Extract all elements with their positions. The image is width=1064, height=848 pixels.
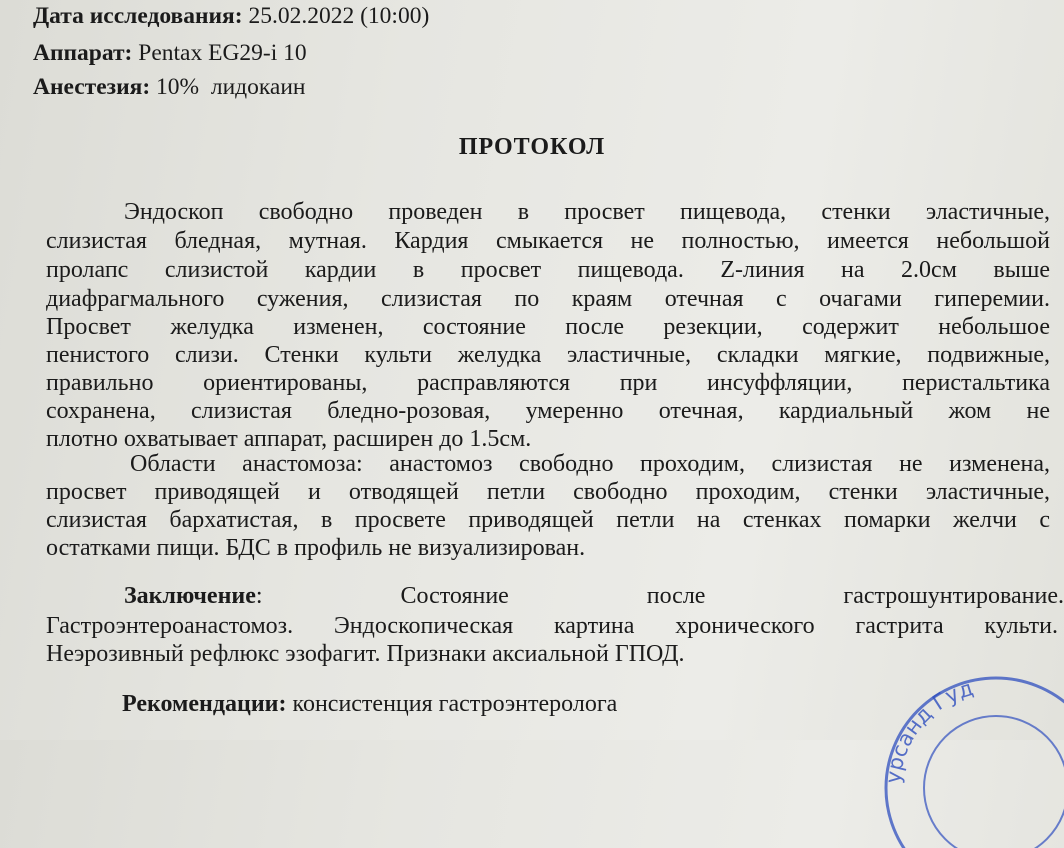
conclusion-word-1: Состояние — [400, 583, 509, 609]
protocol-line-5: Просвет желудка изменен, состояние после резекции, содержит небольшое — [46, 314, 1050, 340]
conclusion-colon: : — [255, 583, 263, 609]
protocol-line-3: пролапс слизистой кардии в просвет пищевода. Z-линия на 2.0см выше — [46, 257, 1050, 283]
conclusion-line-2: Гастроэнтероанастомоз. Эндоскопическая картина хронического гастрита культи. — [46, 613, 1058, 639]
anastomosis-line-3: слизистая бархатистая, в просвете приводящей петли на стенках помарки желчи с — [46, 507, 1050, 533]
recommendations-line — [122, 690, 617, 718]
conclusion-label-group — [124, 582, 263, 610]
anesthesia-label: Анестезия: — [33, 74, 151, 100]
device-value: Pentax EG29-i 10 — [138, 40, 307, 66]
conclusion-line-3: Неэрозивный рефлюкс эзофагит. Признаки аксиальной ГПОД. — [46, 641, 685, 667]
recommendations-label: Рекомендации: — [122, 691, 287, 717]
anesthesia-value: 10% лидокаин — [156, 74, 306, 100]
protocol-line-6: пенистого слизи. Стенки культи желудка эластичные, складки мягкие, подвижные, — [46, 342, 1050, 368]
exam-date-label: Дата исследования: — [33, 3, 243, 29]
anastomosis-line-4: остатками пищи. БДС в профиль не визуализирован. — [46, 535, 586, 561]
protocol-line-2: слизистая бледная, мутная. Кардия смыкается не полностью, имеется небольшой — [46, 228, 1050, 254]
protocol-line-4: диафрагмального сужения, слизистая по краям отечная с очагами гиперемии. — [46, 286, 1050, 312]
conclusion-label: Заключение — [124, 583, 256, 609]
conclusion-word-2: после — [646, 583, 706, 609]
anastomosis-line-2: просвет приводящей и отводящей петли свободно проходим, стенки эластичные, — [46, 479, 1050, 505]
exam-date-value: 25.02.2022 (10:00) — [248, 3, 430, 29]
page-title: ПРОТОКОЛ — [458, 134, 606, 160]
recommendations-value: консистенция гастроэнтеролога — [292, 691, 618, 717]
protocol-line-1: Эндоскоп свободно проведен в просвет пищевода, стенки эластичные, — [124, 199, 1050, 225]
conclusion-word-3: гастрошунтирование. — [843, 583, 1064, 609]
device-line — [33, 39, 307, 67]
anastomosis-line-1: Области анастомоза: анастомоз свободно проходим, слизистая не изменена, — [130, 451, 1050, 477]
protocol-line-7: правильно ориентированы, расправляются при инсуффляции, перистальтика — [46, 370, 1050, 396]
protocol-line-8: сохранена, слизистая бледно-розовая, умеренно отечная, кардиальный жом не — [46, 398, 1050, 424]
device-label: Аппарат: — [33, 40, 133, 66]
conclusion-first-line — [124, 582, 1064, 610]
stamp-text: урсанд Гуд — [880, 675, 977, 785]
protocol-line-9: плотно охватывает аппарат, расширен до 1.5см. — [46, 426, 532, 452]
exam-date-line — [33, 2, 429, 30]
stamp-seal-icon — [860, 668, 1064, 848]
anesthesia-line — [33, 73, 306, 101]
svg-text:урсанд Гуд — [881, 676, 976, 785]
